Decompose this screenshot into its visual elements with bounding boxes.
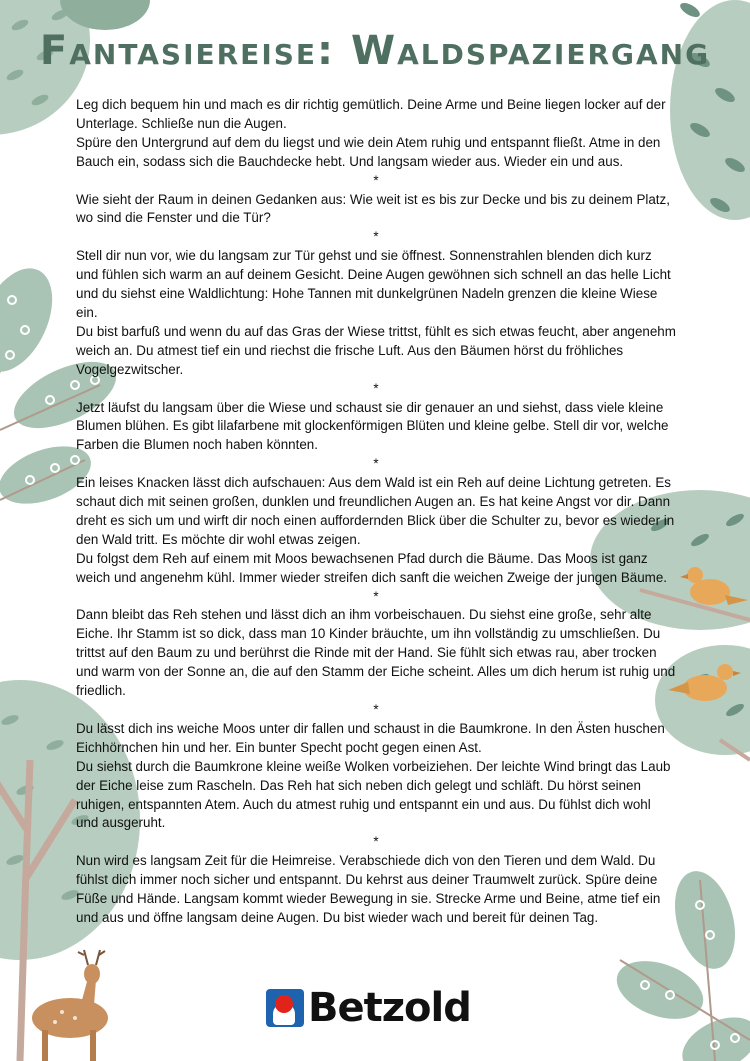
story-paragraph: Ein leises Knacken lässt dich aufschauen: Aus dem Wald ist ein Reh auf deine Lichtung getreten. Es schaut dich mit seinen großen, dunklen und freundlichen Augen an. Es hat keine Angst vor dir. Dann dreht es sich um und wirft dir noch einen auffordernden Blick über die Schulter zu, bevor es wieder in den Wald tritt. Es möchte dir wohl etwas zeigen. xyxy=(76,475,675,547)
story-paragraph: Du folgst dem Reh auf einem mit Moos bewachsenen Pfad durch die Bäume. Das Moos ist ganz weich und angenehm kühl. Immer wieder streifen dich sanft die weichen Zweige der jungen Bäume. xyxy=(76,550,667,585)
logo-text: Betzold xyxy=(308,985,471,1031)
separator-star: * xyxy=(373,380,379,396)
story-paragraph: Leg dich bequem hin und mach es dir richtig gemütlich. Deine Arme und Beine liegen locker auf der Unterlage. Schließe nun die Augen. xyxy=(76,97,666,131)
story-paragraph: Du bist barfuß und wenn du auf das Gras der Wiese trittst, fühlt es sich etwas feucht, aber angenehm weich an. Du atmest tief ein und riechst die frische Luft. Aus den Bäumen hörst du fröhliches Vogelgezwitscher. xyxy=(76,323,676,377)
story-paragraph: Stell dir nun vor, wie du langsam zur Tür gehst und sie öffnest. Sonnenstrahlen blenden dich kurz und fühlen sich warm an auf deinem Gesicht. Deine Augen gewöhnen sich schnell an das helle Licht und du siehst eine Waldlichtung: Hohe Tannen mit dunkelgrünen Nadeln grenzen die kleine Wiese ein. xyxy=(76,248,671,320)
page-title: Fantasiereise: Waldspaziergang xyxy=(39,28,711,74)
betzold-logo-icon xyxy=(266,989,304,1027)
story-paragraph: Du lässt dich ins weiche Moos unter dir fallen und schaust in die Baumkrone. In den Ästen huschen Eichhörnchen hin und her. Ein bunter Specht pocht gegen einen Ast. xyxy=(76,720,665,755)
story-paragraph: Du siehst durch die Baumkrone kleine weiße Wolken vorbeiziehen. Der leichte Wind bringt das Laub der Eiche leise zum Rascheln. Das Reh hat sich neben dich gelegt und schläft. Du hörst seinen ruhigen, entspannten Atem. Auch du atmest ruhig und entspannt ein und aus. Du fühlst dich wohl und ausgeruht. xyxy=(76,758,671,831)
story-paragraph: Wie sieht der Raum in deinen Gedanken aus: Wie weit ist es bis zur Decke und bis zu deinem Platz, wo sind die Fenster und die Tür? xyxy=(76,191,670,226)
story-text xyxy=(76,96,676,928)
separator-star: * xyxy=(373,229,379,245)
separator-star: * xyxy=(373,834,379,850)
betzold-logo xyxy=(266,985,471,1031)
story-paragraph: Spüre den Untergrund auf dem du liegst und wie dein Atem ruhig und entspannt fließt. Atme in den Bauch ein, sodass sich die Bauchdecke hebt. Und langsam wieder aus. Wieder ein und aus. xyxy=(76,134,661,169)
separator-star: * xyxy=(373,702,379,717)
story-paragraph: Nun wird es langsam Zeit für die Heimreise. Verabschiede dich von den Tieren und dem Wald. Du fühlst dich immer noch sicher und entspannt. Du kehrst aus deiner Traumwelt zurück. Spüre deine Füße und Hände. Langsam kommt wieder Bewegung in sie. Strecke Arme und Beine, atme tief ein und aus und öffne langsam deine Augen. Du bist wieder wach und bereit für deinen Tag. xyxy=(76,853,661,925)
separator-star: * xyxy=(373,588,379,604)
separator-star: * xyxy=(373,456,379,472)
story-paragraph: Dann bleibt das Reh stehen und lässt dich an ihm vorbeischauen. Du siehst eine große, sehr alte Eiche. Ihr Stamm ist so dick, dass man 10 Kinder bräuchte, um ihn vollständig zu umschließen. Du trittst auf den Baum zu und berührst die Rinde mit der Hand. Sie fühlt sich etwas rau, aber trocken und warm von der Sonne an, die auf den Stamm der Eiche scheint. Alles um dich herum ist ruhig und friedlich. xyxy=(76,607,676,699)
separator-star: * xyxy=(373,172,379,188)
deer-icon xyxy=(32,950,108,1061)
story-paragraph: Jetzt läufst du langsam über die Wiese und schaust sie dir genauer an und siehst, dass viele kleine Blumen blühen. Es gibt lilafarbene mit glockenförmigen Blüten und kleine gelbe. Stell dir vor, welche Farben die Blumen noch haben könnten. xyxy=(76,399,669,453)
